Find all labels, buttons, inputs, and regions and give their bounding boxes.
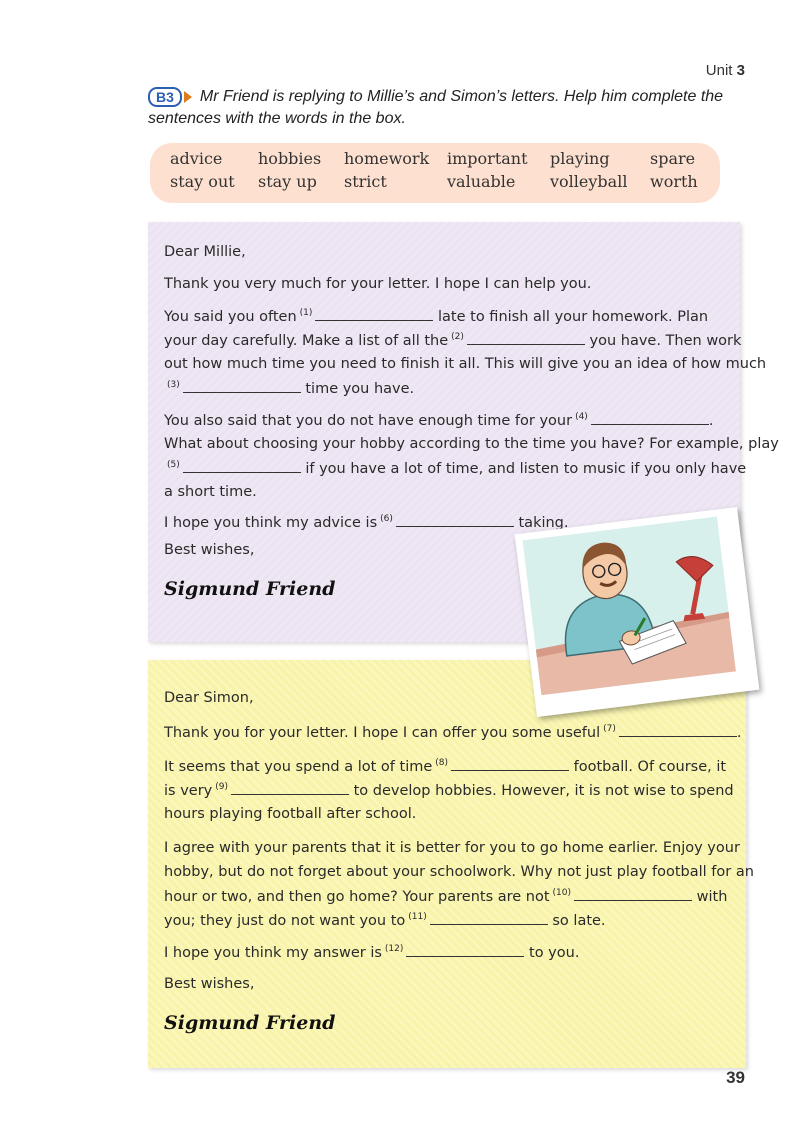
letter2-closing: Best wishes, bbox=[164, 976, 255, 992]
letter1-closing: Best wishes, bbox=[164, 542, 255, 558]
blank-number: (5) bbox=[167, 460, 180, 471]
answer-blank-5[interactable] bbox=[183, 460, 301, 473]
illustration-photo bbox=[515, 507, 760, 717]
answer-blank-11[interactable] bbox=[430, 912, 548, 925]
unit-label bbox=[706, 62, 745, 79]
word-important: important bbox=[447, 149, 528, 168]
letter1-line: $^{(3)}$ time you have. bbox=[167, 380, 415, 397]
word-playing: playing bbox=[550, 149, 610, 168]
word-advice: advice bbox=[170, 149, 223, 168]
word-worth: worth bbox=[650, 172, 698, 191]
blank-number: (9) bbox=[215, 782, 228, 793]
letter2-line: is very $^{(9)}$ to develop hobbies. However, it is not wise to spend bbox=[164, 782, 734, 799]
letter1-line: Thank you very much for your letter. I hope I can help you. bbox=[164, 276, 592, 292]
instruction-text: Mr Friend is replying to Millie’s and Simon’s letters. Help him complete the sentences with the words in the box. bbox=[148, 88, 724, 127]
letter1-line: I hope you think my advice is $^{(6)}$ taking. bbox=[164, 514, 569, 531]
blank-number: (12) bbox=[384, 944, 404, 955]
blank-number: (7) bbox=[603, 724, 616, 735]
letter1-line: $^{(5)}$ if you have a lot of time, and listen to music if you only have bbox=[167, 460, 747, 477]
letter1-line: You said you often $^{(1)}$ late to finish all your homework. Plan bbox=[164, 308, 709, 325]
word-spare: spare bbox=[650, 149, 696, 168]
word-stay-up: stay up bbox=[258, 172, 317, 191]
man-writing-illustration bbox=[522, 517, 736, 696]
letter2-line: I hope you think my answer is $^{(12)}$ to you. bbox=[164, 944, 580, 961]
unit-label-text: Unit bbox=[705, 62, 733, 79]
letter2-line: hours playing football after school. bbox=[164, 806, 417, 822]
word-stay-out: stay out bbox=[170, 172, 235, 191]
word-hobbies: hobbies bbox=[258, 149, 322, 168]
blank-number: (2) bbox=[451, 332, 464, 343]
word-valuable: valuable bbox=[447, 172, 516, 191]
letter2-signature: Sigmund Friend bbox=[164, 1012, 336, 1034]
page-number: 39 bbox=[726, 1068, 745, 1087]
word-volleyball: volleyball bbox=[550, 172, 628, 191]
letter2-line: I agree with your parents that it is better for you to go home earlier. Enjoy your bbox=[164, 840, 740, 856]
letter1-line: out how much time you need to finish it all. This will give you an idea of how much bbox=[164, 356, 767, 372]
letter2-line: hour or two, and then go home? Your parents are not $^{(10)}$ with bbox=[164, 888, 728, 905]
letter2-line: hobby, but do not forget about your schoolwork. Why not just play football for an bbox=[164, 864, 754, 880]
letter1-line: You also said that you do not have enough time for your $^{(4)}$ . bbox=[164, 412, 714, 429]
answer-blank-6[interactable] bbox=[396, 514, 514, 527]
letter1-line: a short time. bbox=[164, 484, 257, 500]
answer-blank-2[interactable] bbox=[467, 332, 585, 345]
blank-number: (1) bbox=[299, 308, 313, 319]
blank-number: (10) bbox=[552, 888, 572, 899]
answer-blank-9[interactable] bbox=[231, 782, 349, 795]
letter2-line: It seems that you spend a lot of time $^{(8)}$ football. Of course, it bbox=[164, 758, 727, 775]
letter1-greeting: Dear Millie, bbox=[164, 244, 246, 260]
answer-blank-7[interactable] bbox=[619, 724, 737, 737]
letter2-line: Thank you for your letter. I hope I can offer you some useful $^{(7)}$ . bbox=[164, 724, 742, 741]
blank-number: (8) bbox=[435, 758, 449, 769]
answer-blank-10[interactable] bbox=[574, 888, 692, 901]
answer-blank-8[interactable] bbox=[451, 758, 569, 771]
word-strict: strict bbox=[344, 172, 387, 191]
letter1-signature: Sigmund Friend bbox=[164, 578, 336, 600]
answer-blank-1[interactable] bbox=[315, 308, 433, 321]
blank-number: (11) bbox=[408, 912, 427, 923]
unit-number: 3 bbox=[736, 62, 745, 79]
letter1-line: What about choosing your hobby according to the time you have? For example, play bbox=[164, 436, 779, 452]
answer-blank-4[interactable] bbox=[591, 412, 709, 425]
word-homework: homework bbox=[344, 149, 430, 168]
answer-blank-3[interactable] bbox=[183, 380, 301, 393]
letter2-line: you; they just do not want you to $^{(11)}$ so late. bbox=[164, 912, 606, 929]
word-box bbox=[150, 143, 720, 203]
letter1-line: your day carefully. Make a list of all the $^{(2)}$ you have. Then work bbox=[164, 332, 742, 349]
answer-blank-12[interactable] bbox=[406, 944, 524, 957]
blank-number: (6) bbox=[380, 514, 393, 525]
play-arrow-icon bbox=[184, 91, 192, 103]
letter2-greeting: Dear Simon, bbox=[164, 690, 254, 706]
blank-number: (4) bbox=[575, 412, 588, 423]
blank-number: (3) bbox=[167, 380, 180, 391]
letter-to-simon bbox=[148, 660, 754, 1068]
exercise-instruction bbox=[148, 86, 748, 130]
exercise-badge: B3 bbox=[148, 87, 182, 107]
